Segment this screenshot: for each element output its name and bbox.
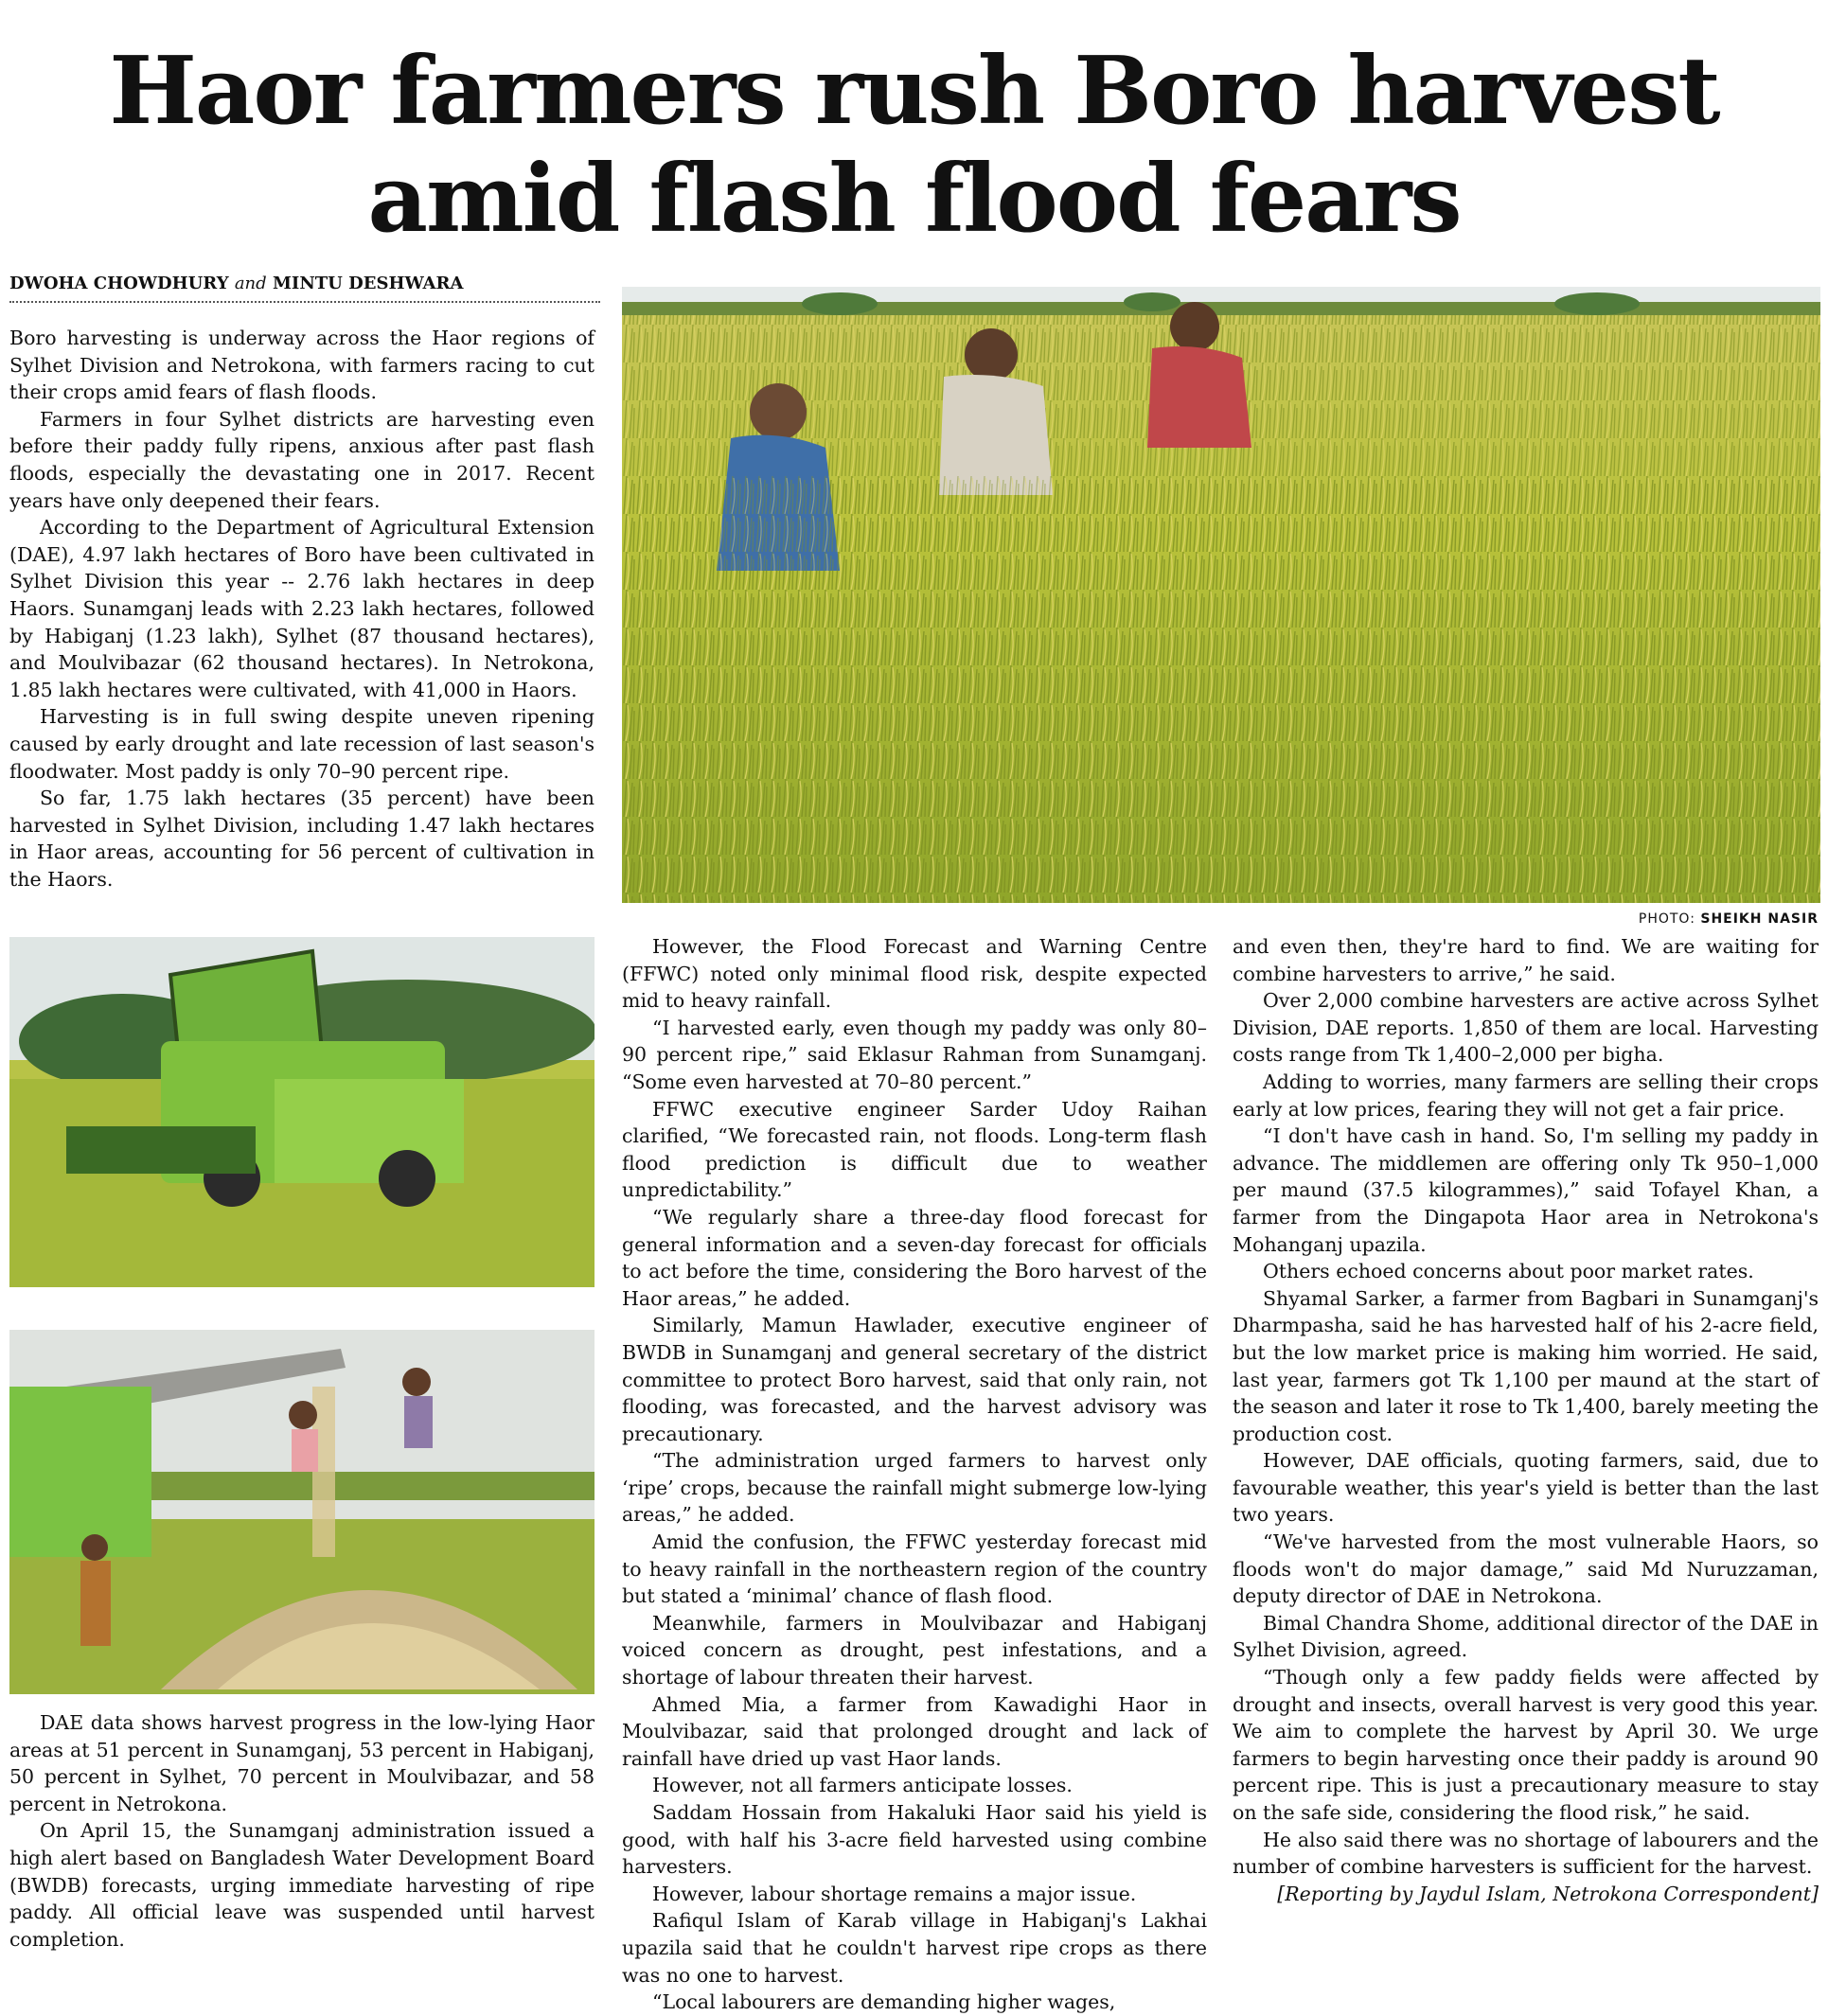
paragraph: However, labour shortage remains a major issue.	[652, 1882, 1137, 1905]
paragraph: “Though only a few paddy fields were affected by drought and insects, overall harvest is very good this year. We aim to complete the harvest by April 30. We urge farmers to begin harvesting once their paddy is around 90 percent ripe. This is just a precautionary measure to stay on the safe side, considering the flood risk,” he said.	[1233, 1666, 1819, 1824]
paragraph: On April 15, the Sunamganj administration issued a high alert based on Bangladesh Water Development Board (BWDB) forecasts, urging immediate harvesting of ripe paddy. All official leave was suspended until harvest completion.	[9, 1819, 595, 1951]
byline-author-2: MINTU DESHWARA	[272, 274, 464, 293]
paragraph: Bimal Chandra Shome, additional director of the DAE in Sylhet Division, agreed.	[1233, 1611, 1819, 1662]
paragraph: So far, 1.75 lakh hectares (35 percent) have been harvested in Sylhet Division, including 1.47 lakh hectares in Haor areas, accounting for 56 percent of cultivation in the Haors.	[9, 787, 595, 891]
paragraph: Shyamal Sarker, a farmer from Bagbari in Sunamganj's Dharmpasha, said he has harvested half of his 2-acre field, but the low market price is making him worried. He said, last year, farmers got Tk 1,100 per maund at the start of the season and later it rose to Tk 1,400, barely meeting the production cost.	[1233, 1286, 1819, 1445]
photo-paddy-pile	[9, 1330, 595, 1694]
paragraph: FFWC executive engineer Sarder Udoy Raihan clarified, “We forecasted rain, not floods. Long-term flash flood prediction is difficult due to weather unpredictability.”	[622, 1097, 1207, 1202]
paragraph: and even then, they're hard to find. We are waiting for combine harvesters to arrive,” he said.	[1233, 935, 1819, 985]
paragraph: However, DAE officials, quoting farmers, said, due to favourable weather, this year's yield is better than the last two years.	[1233, 1449, 1819, 1527]
byline	[9, 274, 600, 303]
paragraph: However, not all farmers anticipate losses.	[652, 1774, 1073, 1797]
paragraph: Rafiqul Islam of Karab village in Habiganj's Lakhai upazila said that he couldn't harvest ripe crops as there was no one to harvest.	[622, 1909, 1207, 1987]
paragraph: However, the Flood Forecast and Warning Centre (FFWC) noted only minimal flood risk, despite expected mid to heavy rainfall.	[622, 935, 1207, 1013]
main-photo-farmers-in-paddy	[622, 287, 1820, 903]
paragraph: Over 2,000 combine harvesters are active across Sylhet Division, DAE reports. 1,850 of them are local. Harvesting costs range from Tk 1,400–2,000 per bigha.	[1233, 989, 1819, 1067]
paragraph: Ahmed Mia, a farmer from Kawadighi Haor in Moulvibazar, said that prolonged drought and lack of rainfall have dried up vast Haor lands.	[622, 1692, 1207, 1770]
paragraph: “I harvested early, even though my paddy was only 80–90 percent ripe,” said Eklasur Rahman from Sunamganj. “Some even harvested at 70–80 percent.”	[622, 1016, 1207, 1093]
paragraph: According to the Department of Agricultural Extension (DAE), 4.97 lakh hectares of Boro have been cultivated in Sylhet Division this year -- 2.76 lakh hectares in deep Haors. Sunamganj leads with 2.23 lakh hectares, followed by Habiganj (1.23 lakh), Sylhet (87 thousand hectares), and Moulvibazar (62 thousand hectares). In Netrokona, 1.85 lakh hectares were cultivated, with 41,000 in Haors.	[9, 516, 595, 701]
article-column-1-top	[9, 325, 595, 893]
byline-and: and	[234, 274, 267, 293]
paragraph: “We've harvested from the most vulnerable Haors, so floods won't do major damage,” said Md Nuruzzaman, deputy director of DAE in Netrokona.	[1233, 1530, 1819, 1608]
photo-combine-harvester	[9, 937, 595, 1287]
paragraph: Boro harvesting is underway across the Haor regions of Sylhet Division and Netrokona, with farmers racing to cut their crops amid fears of flash floods.	[9, 327, 595, 404]
combine-harvester-image	[9, 937, 595, 1287]
paragraph: Amid the confusion, the FFWC yesterday forecast mid to heavy rainfall in the northeastern region of the country but stated a ‘minimal’ chance of flash flood.	[622, 1530, 1207, 1608]
paragraph: DAE data shows harvest progress in the low-lying Haor areas at 51 percent in Sunamganj, 53 percent in Habiganj, 50 percent in Sylhet, 70 percent in Moulvibazar, and 58 percent in Netrokona.	[9, 1711, 595, 1815]
article-column-2	[622, 933, 1207, 2016]
reporting-signoff: [Reporting by Jaydul Islam, Netrokona Correspondent]	[1277, 1882, 1819, 1905]
paddy-pile-image	[9, 1330, 595, 1694]
paragraph: “Local labourers are demanding higher wages,	[652, 1990, 1116, 2014]
paragraph: Farmers in four Sylhet districts are harvesting even before their paddy fully ripens, anxious after past flash floods, especially the devastating one in 2017. Recent years have only deepened their fears.	[9, 407, 595, 512]
paddy-field-image	[622, 287, 1820, 903]
article-column-1-bottom	[9, 1709, 595, 1953]
paragraph: Adding to worries, many farmers are selling their crops early at low prices, fearing they will not get a fair price.	[1233, 1070, 1819, 1121]
headline	[0, 38, 1828, 254]
paragraph: He also said there was no shortage of labourers and the number of combine harvesters is sufficient for the harvest.	[1233, 1828, 1819, 1879]
paragraph: “I don't have cash in hand. So, I'm selling my paddy in advance. The middlemen are offering only Tk 950–1,000 per maund (37.5 kilogrammes),” said Tofayel Khan, a farmer from the Dingapota Haor area in Netrokona's Mohanganj upazila.	[1233, 1124, 1819, 1256]
paragraph: Meanwhile, farmers in Moulvibazar and Habiganj voiced concern as drought, pest infestations, and a shortage of labour threaten their harvest.	[622, 1611, 1207, 1689]
photo-credit	[1639, 911, 1819, 927]
paragraph: Saddam Hossain from Hakaluki Haor said his yield is good, with half his 3-acre field harvested using combine harvesters.	[622, 1801, 1207, 1879]
headline-line-1: Haor farmers rush Boro harvest	[109, 37, 1719, 146]
byline-author-1: DWOHA CHOWDHURY	[9, 274, 229, 293]
headline-line-2: amid flash flood fears	[367, 145, 1461, 254]
paragraph: Similarly, Mamun Hawlader, executive engineer of BWDB in Sunamganj and general secretary of the district committee to protect Boro harvest, said that only rain, not flooding, was forecasted, and the harvest advisory was precautionary.	[622, 1314, 1207, 1445]
photo-credit-label: PHOTO:	[1638, 911, 1695, 927]
photo-credit-name: SHEIKH NASIR	[1700, 911, 1819, 927]
paragraph: “We regularly share a three-day flood forecast for general information and a seven-day forecast for officials to act before the time, considering the Boro harvest of the Haor areas,” he added.	[622, 1205, 1207, 1310]
paragraph: Others echoed concerns about poor market rates.	[1263, 1260, 1754, 1283]
article-column-3	[1233, 933, 1819, 1907]
paragraph: Harvesting is in full swing despite uneven ripening caused by early drought and late recession of last season's floodwater. Most paddy is only 70–90 percent ripe.	[9, 705, 595, 783]
paragraph: “The administration urged farmers to harvest only ‘ripe’ crops, because the rainfall might submerge low-lying areas,” he added.	[622, 1449, 1207, 1527]
